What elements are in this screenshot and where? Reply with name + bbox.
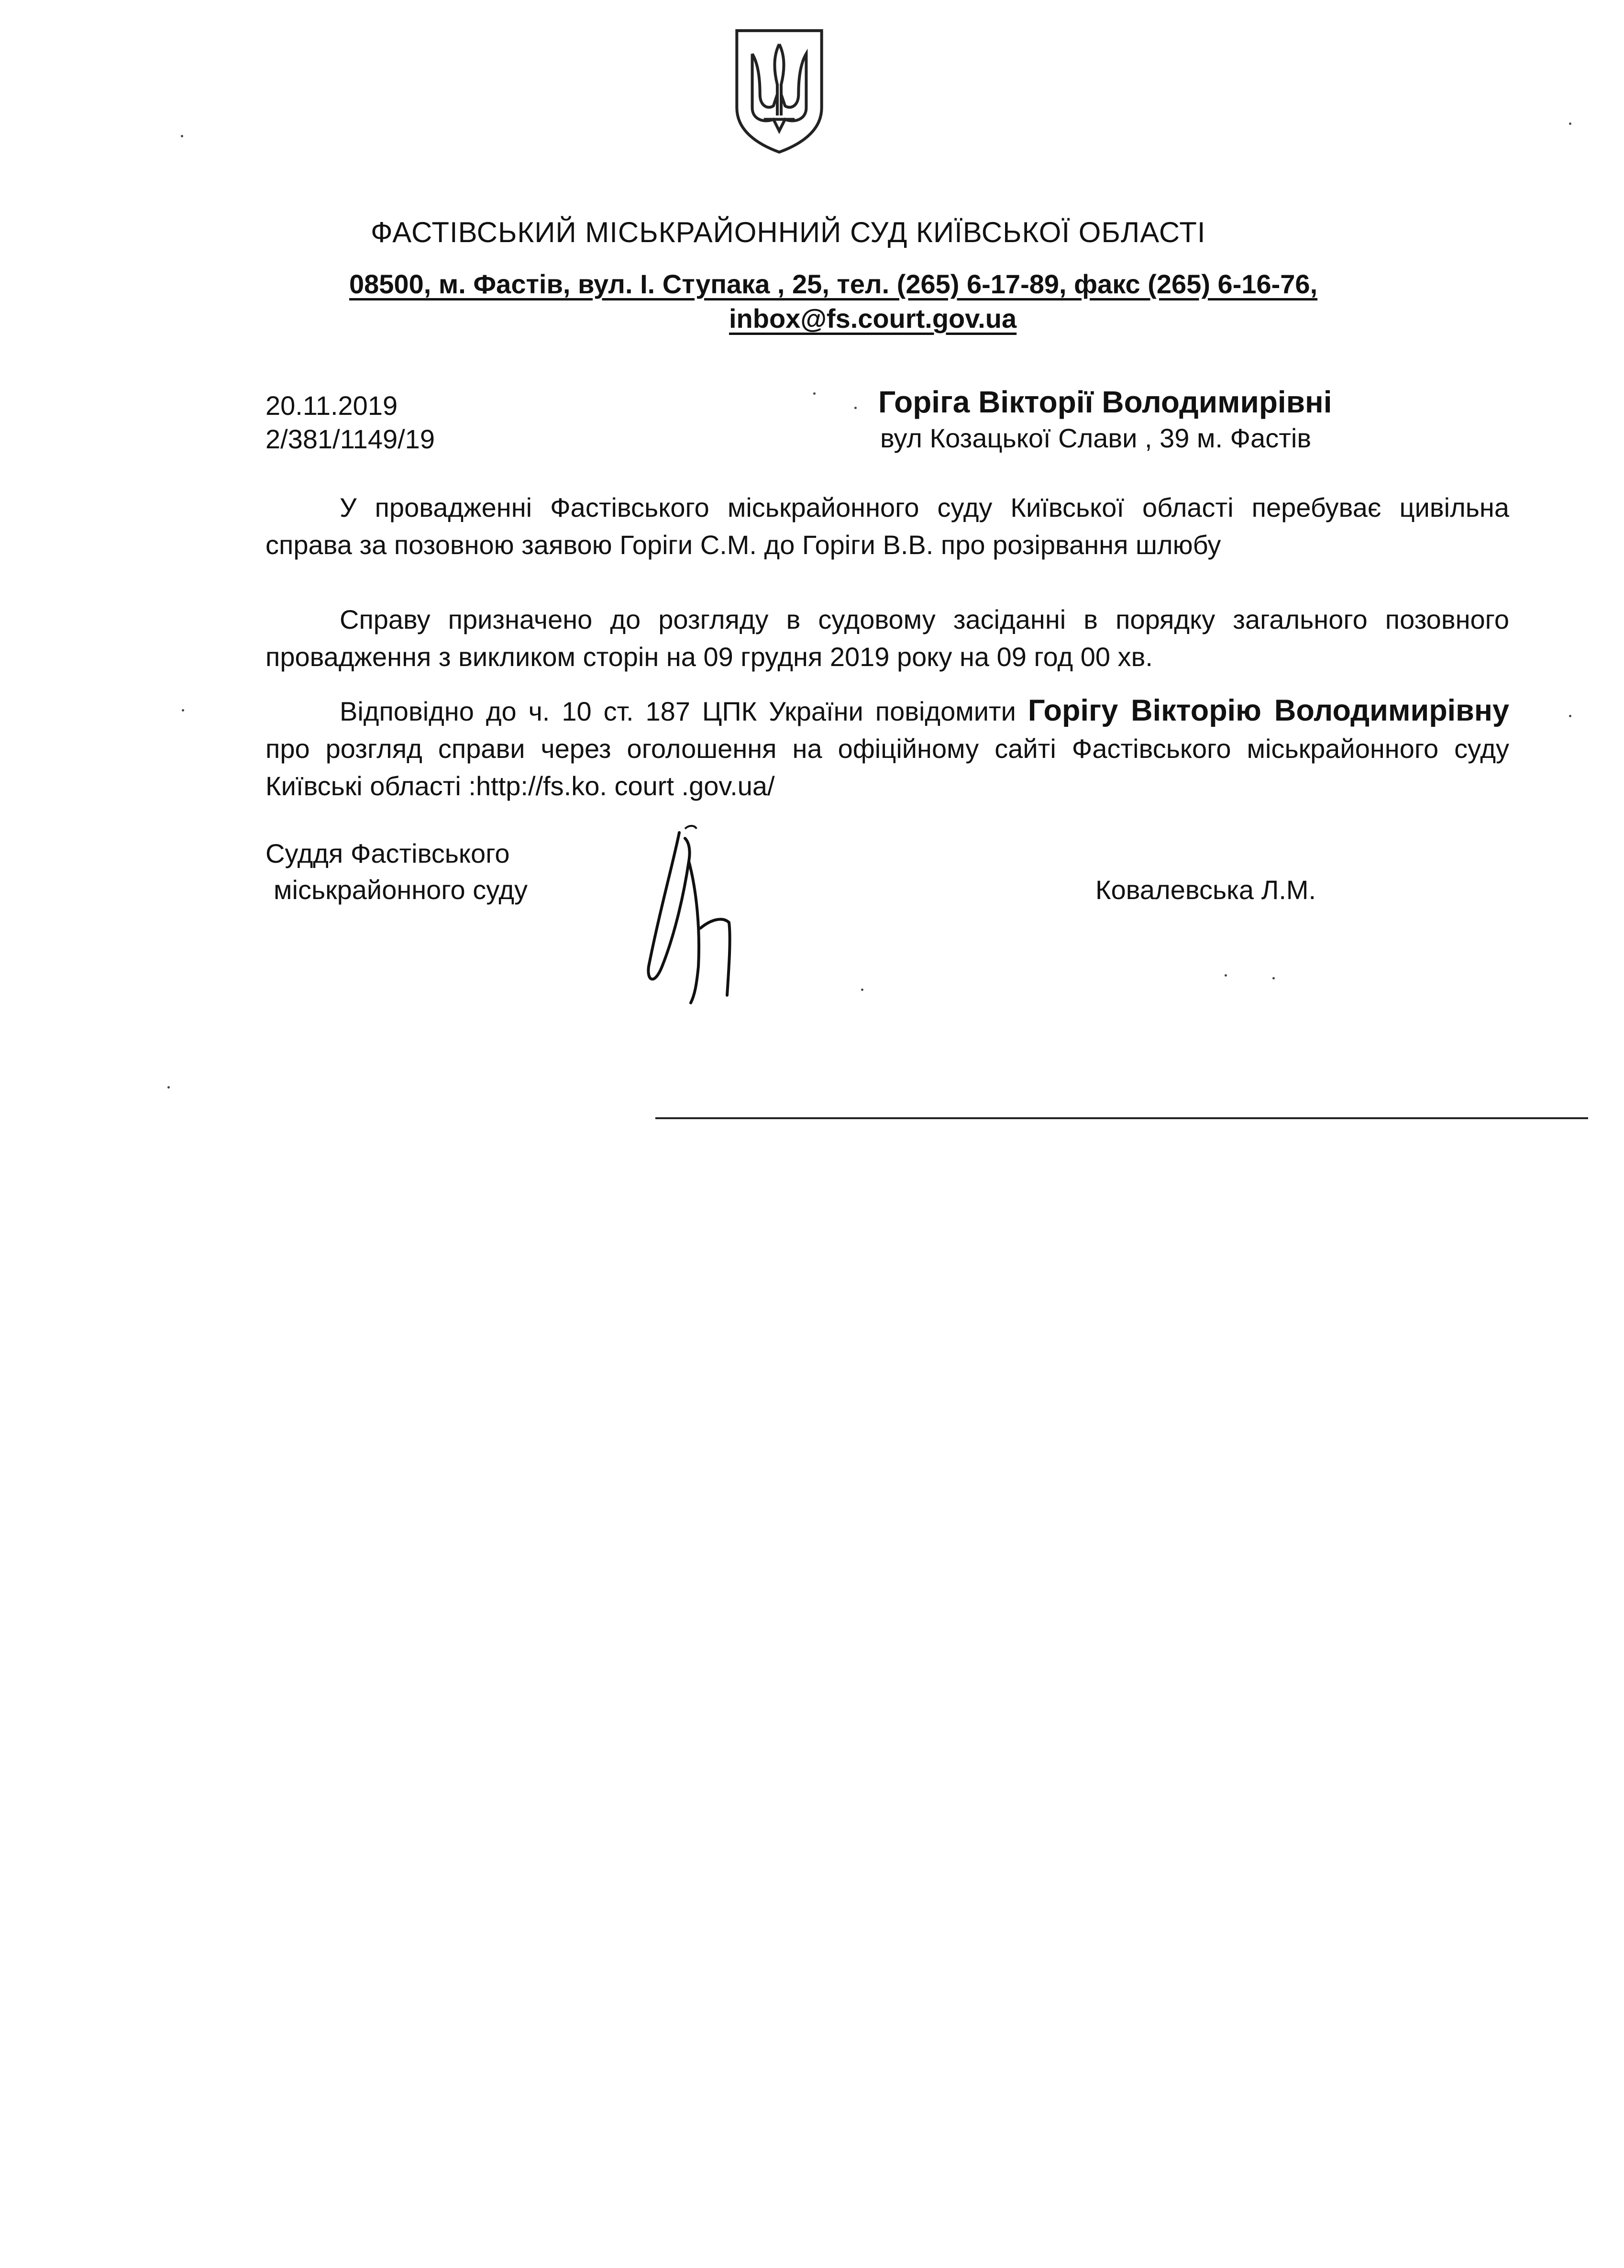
court-name: ФАСТІВСЬКИЙ МІСЬКРАЙОННИЙ СУД КИЇВСЬКОЇ ОБЛАСТІ <box>371 216 1206 248</box>
recipient-address: вул Козацької Слави , 39 м. Фастів <box>880 423 1312 453</box>
scan-speck <box>167 1086 170 1089</box>
divider-line <box>655 1117 1588 1119</box>
notice-text-start: Відповідно до ч. 10 ст. 187 ЦПК України повідомити <box>340 696 1028 726</box>
letter-date: 20.11.2019 <box>265 390 398 421</box>
notice-addressee: Горігу Вікторію Володимирівну <box>1027 694 1509 727</box>
judge-title-line2: міськрайонного суду <box>274 875 528 905</box>
scan-speck <box>1272 977 1275 979</box>
handwritten-signature-icon <box>641 823 746 1005</box>
case-number: 2/381/1149/19 <box>265 424 435 454</box>
scan-speck <box>861 989 863 991</box>
body-paragraph-1: У провадженні Фастівського міськрайонного суду Київської області перебуває цивільна справа за позовною заявою Горіги С.М. до Горіги В.В. про розірвання шлюбу <box>265 492 1509 560</box>
court-email: inbox@fs.court.gov.ua <box>729 303 1017 334</box>
ukraine-trident-emblem-icon <box>731 27 828 156</box>
scan-speck <box>1569 122 1571 125</box>
notice-text-end: про розгляд справи через оголошення на офіційному сайті Фастівського міськрайонного суду Київські області :http://fs.ko. court .gov.ua/ <box>265 734 1509 801</box>
scan-speck <box>1569 715 1571 717</box>
scan-speck <box>1225 974 1227 977</box>
body-paragraph-2: Справу призначено до розгляду в судовому засіданні в порядку загального позовного провадження з викликом сторін на 09 грудня 2019 року на 09 год 00 хв. <box>265 604 1509 672</box>
court-address: 08500, м. Фастів, вул. І. Ступака , 25, тел. (265) 6-17-89, факс (265) 6-16-76, <box>349 269 1318 299</box>
body-paragraph-3 <box>265 692 1509 805</box>
scan-speck <box>813 392 816 395</box>
scan-speck <box>182 709 184 712</box>
recipient-name: Горіга Вікторії Володимирівні <box>878 385 1332 419</box>
judge-name: Ковалевська Л.М. <box>1095 875 1316 905</box>
scan-speck <box>854 407 857 409</box>
scan-speck <box>181 135 183 137</box>
judge-title-line1: Суддя Фастівського <box>265 838 510 868</box>
